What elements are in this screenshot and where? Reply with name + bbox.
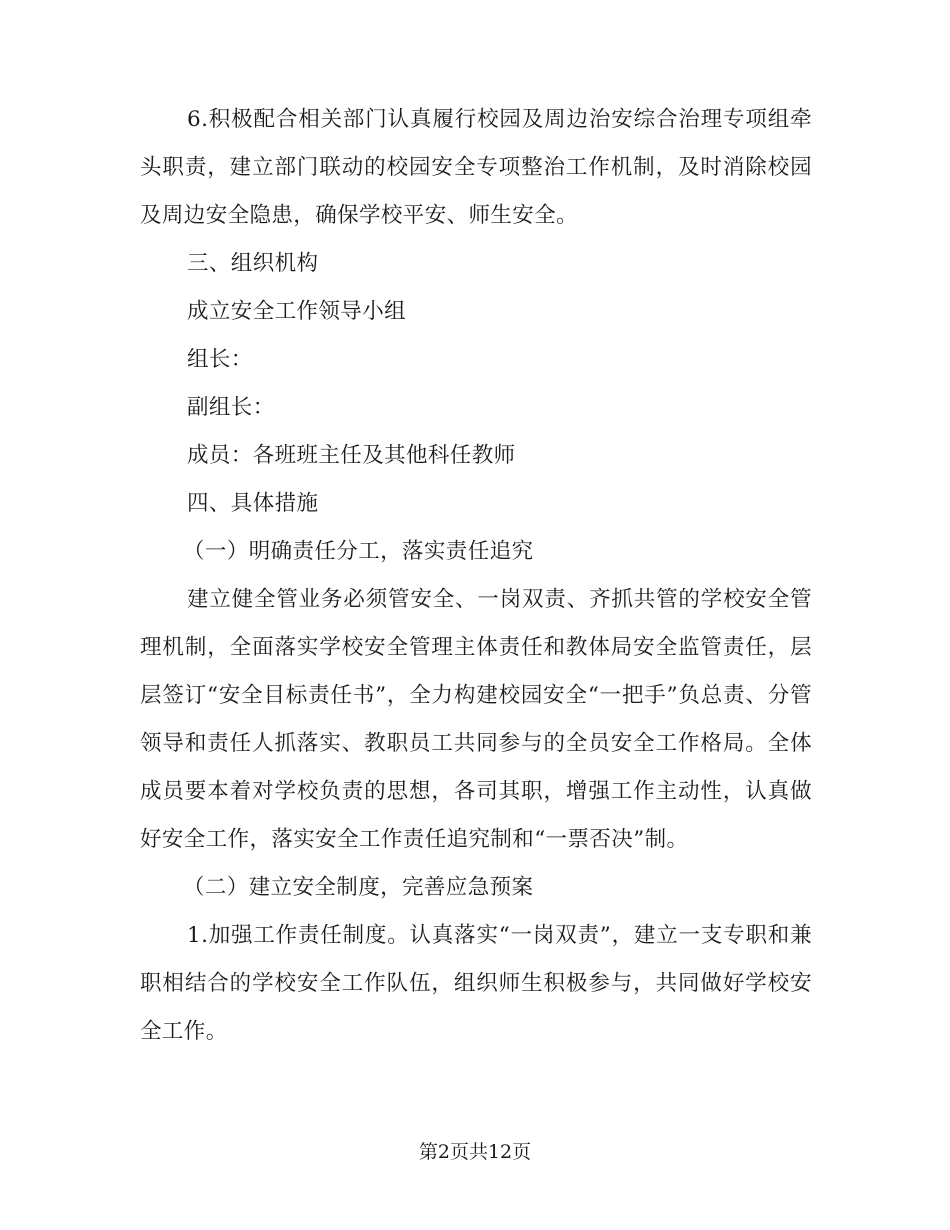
paragraph-work-responsibility: 1.加强工作责任制度。认真落实“一岗双责”，建立一支专职和兼职相结合的学校安全工作队伍，组织师生积极参与，共同做好学校安全工作。 [140, 923, 812, 1044]
paragraph-deputy-leader: 副组长： [187, 395, 275, 420]
paragraph-members: 成员：各班班主任及其他科任教师 [187, 443, 516, 468]
paragraph-item-6: 6.积极配合相关部门认真履行校园及周边治安综合治理专项组牵头职责，建立部门联动的校园安全专项整治工作机制，及时消除校园及周边安全隐患，确保学校平安、师生安全。 [140, 107, 812, 228]
paragraph-leadership-group: 成立安全工作领导小组 [187, 299, 407, 324]
section-heading-organization: 三、组织机构 [187, 251, 319, 276]
paragraph-group-leader: 组长： [187, 347, 253, 372]
paragraph-responsibility-mechanism: 建立健全管业务必须管安全、一岗双责、齐抓共管的学校安全管理机制，全面落实学校安全管理主体责任和教体局安全监管责任，层层签订“安全目标责任书”，全力构建校园安全“一把手”负总责、分管领导和责任人抓落实、教职员工共同参与的全员安全工作格局。全体成员要本着对学校负责的思想，各司其职，增强工作主动性，认真做好安全工作，落实安全工作责任追究制和“一票否决”制。 [140, 587, 812, 852]
section-heading-measures: 四、具体措施 [187, 491, 319, 516]
document-body [140, 96, 812, 1056]
subsection-heading-responsibility: （一）明确责任分工，落实责任追究 [183, 539, 534, 564]
page-footer: 第2页共12页 [418, 1141, 532, 1163]
subsection-heading-safety-system: （二）建立安全制度，完善应急预案 [183, 875, 534, 900]
